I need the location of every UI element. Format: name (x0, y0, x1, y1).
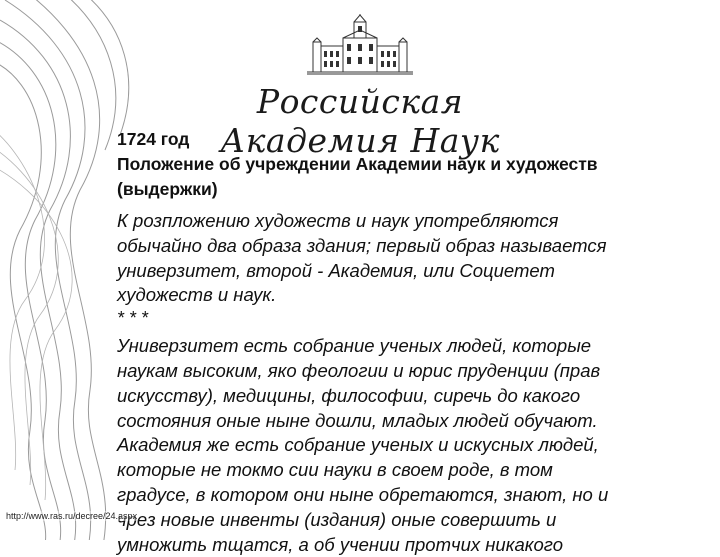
paragraph-2-line: наукам высоким, яко феологии и юрис пруденции (прав (117, 359, 601, 381)
paragraph-1-line: универзитет, второй - Академия, или Социетет (117, 259, 555, 281)
paragraph-2-line: чрез новые инвенты (издания) оные совершить и (117, 508, 557, 530)
section-separator: * * * (117, 308, 149, 329)
paragraph-1-line: художеств и наук. (117, 284, 277, 306)
paragraph-1-line: К розпложению художеств и наук употребляются (117, 210, 559, 231)
paragraph-2-line: которые не токмо сии науки в своем роде, в том (117, 459, 553, 481)
academy-logo (195, 14, 525, 160)
paragraph-2-line: умножить тщатся, а об учении протчих никакого (117, 533, 563, 555)
paragraph-1 (117, 209, 677, 308)
document-title-note: (выдержки) (117, 179, 218, 199)
paragraph-1-line: обычайно два образа здания; первый образ называется (117, 234, 607, 256)
paragraph-2-line: Универзитет есть собрание ученых людей, которые (117, 335, 592, 357)
document-title: Положение об учреждении Академии наук и художеств (117, 154, 598, 174)
document-year: 1724 год (117, 129, 190, 149)
document-body (117, 127, 677, 557)
paragraph-2 (117, 334, 677, 557)
paragraph-2-line: состояния оные ныне дошли, младых людей обучают. (117, 409, 598, 431)
academy-logo-script: Российская Академия Наук (220, 82, 500, 160)
source-link[interactable]: http://www.ras.ru/decree/24.aspx (6, 511, 138, 521)
paragraph-2-line: Академия же есть собрание ученых и искусных людей, (117, 434, 599, 456)
paragraph-2-line: искусству), медицины, философии, сиречь до какого (117, 384, 581, 406)
paragraph-2-line: градусе, в котором они ныне обретаются, знают, но и (117, 483, 609, 505)
academy-building-icon (195, 14, 525, 86)
